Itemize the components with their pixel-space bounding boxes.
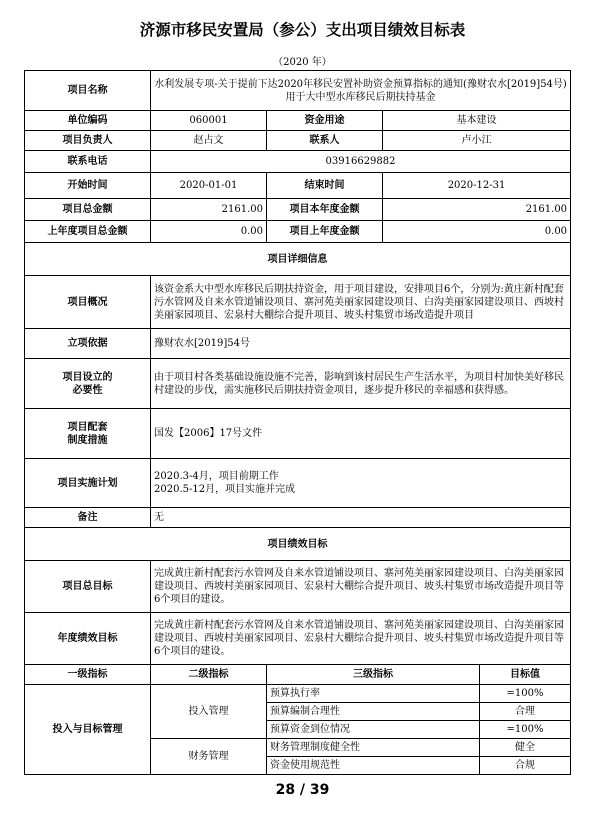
value-level2-finance: 财务管理 <box>151 739 267 775</box>
value-fund-use: 基本建设 <box>383 111 571 131</box>
label-plan: 项目实施计划 <box>25 459 151 508</box>
label-unit-code: 单位编码 <box>25 111 151 131</box>
value-basis: 豫财农水[2019]54号 <box>151 329 571 359</box>
indicator-target: 健全 <box>480 739 571 757</box>
value-phone: 03916629882 <box>151 151 571 173</box>
section-perf-header: 项目绩效目标 <box>25 528 571 561</box>
row-phone <box>25 151 571 173</box>
label-overview: 项目概况 <box>25 276 151 329</box>
performance-table <box>24 70 571 775</box>
indicator-level3: 预算执行率 <box>267 685 480 703</box>
header-level3: 三级指标 <box>267 665 480 685</box>
label-start-date: 开始时间 <box>25 173 151 199</box>
label-end-date: 结束时间 <box>267 173 383 199</box>
row-manager <box>25 131 571 151</box>
value-remarks: 无 <box>151 508 571 528</box>
section-detail-header: 项目详细信息 <box>25 243 571 276</box>
indicator-level3: 资金使用规范性 <box>267 757 480 775</box>
row-amounts <box>25 199 571 221</box>
value-annual-target: 完成黄庄新村配套污水管网及自来水管道铺设项目、寨河苑美丽家园建设项目、白沟美丽家园建设项目、西坡村美丽家园项目、宏泉村大棚综合提升项目、坡头村集贸市场改造提升项目等6个项目的建设。 <box>151 613 571 665</box>
indicator-target: 合理 <box>480 703 571 721</box>
row-project-name <box>25 71 571 111</box>
indicator-row <box>25 685 571 703</box>
label-fund-use: 资金用途 <box>267 111 383 131</box>
row-remarks <box>25 508 571 528</box>
row-annual-target <box>25 613 571 665</box>
label-project-name: 项目名称 <box>25 71 151 111</box>
label-manager: 项目负责人 <box>25 131 151 151</box>
value-level2-input: 投入管理 <box>151 685 267 739</box>
label-remarks: 备注 <box>25 508 151 528</box>
label-prev-year-amount: 项目上年度金额 <box>267 221 383 243</box>
label-prev-year-total: 上年度项目总金额 <box>25 221 151 243</box>
page-indicator: 28 / 39 <box>275 782 330 798</box>
plan-line-2: 2020.5-12月，项目实施并完成 <box>154 484 296 495</box>
value-measures: 国发【2006】17号文件 <box>151 409 571 459</box>
indicator-target: =100% <box>480 721 571 739</box>
value-overview: 该资金系大中型水库移民后期扶持资金，用于项目建设，安排项目6个，分别为:黄庄新村配套污水管网及自来水管道铺设项目、寨河苑美丽家园建设项目、白沟美丽家园建设项目、西坡村美丽家园项目、宏泉村大棚综合提升项目、坡头村集贸市场改造提升项目 <box>151 276 571 329</box>
value-project-name: 水利发展专项-关于提前下达2020年移民安置补助资金预算指标的通知(豫财农水[2019]54号)用于大中型水库移民后期扶持基金 <box>151 71 571 111</box>
row-measures <box>25 409 571 459</box>
label-current-year-amount: 项目本年度金额 <box>267 199 383 221</box>
value-start-date: 2020-01-01 <box>151 173 267 199</box>
indicator-target: =100% <box>480 685 571 703</box>
value-total-amount: 2161.00 <box>151 199 267 221</box>
value-unit-code: 060001 <box>151 111 267 131</box>
value-prev-year-total: 0.00 <box>151 221 267 243</box>
plan-line-1: 2020.3-4月，项目前期工作 <box>154 471 279 482</box>
row-necessity <box>25 359 571 409</box>
row-plan <box>25 459 571 508</box>
value-manager: 赵占文 <box>151 131 267 151</box>
indicator-level3: 预算资金到位情况 <box>267 721 480 739</box>
row-basis <box>25 329 571 359</box>
label-annual-target: 年度绩效目标 <box>25 613 151 665</box>
header-level1: 一级指标 <box>25 665 151 685</box>
header-level2: 二级指标 <box>151 665 267 685</box>
label-necessity: 项目设立的 必要性 <box>25 359 151 409</box>
header-target-value: 目标值 <box>480 665 571 685</box>
label-phone: 联系电话 <box>25 151 151 173</box>
row-overall-target <box>25 561 571 613</box>
row-prev-amounts <box>25 221 571 243</box>
document-year: （2020 年） <box>273 57 332 68</box>
value-necessity: 由于项目村各类基础设施设施不完善，影响到该村居民生产生活水平，为项目村加快美好移民村建设的步伐，需实施移民后期扶持资金项目，逐步提升移民的幸福感和获得感。 <box>151 359 571 409</box>
value-level1: 投入与目标管理 <box>25 685 151 775</box>
row-overview <box>25 276 571 329</box>
indicator-target: 合规 <box>480 757 571 775</box>
label-measures: 项目配套 制度措施 <box>25 409 151 459</box>
label-contact: 联系人 <box>267 131 383 151</box>
label-basis: 立项依据 <box>25 329 151 359</box>
indicator-level3: 预算编制合理性 <box>267 703 480 721</box>
row-detail-header <box>25 243 571 276</box>
document-title: 济源市移民安置局（参公）支出项目绩效目标表 <box>139 21 466 39</box>
value-prev-year-amount: 0.00 <box>383 221 571 243</box>
row-dates <box>25 173 571 199</box>
value-plan <box>151 459 571 508</box>
value-end-date: 2020-12-31 <box>383 173 571 199</box>
label-overall-target: 项目总目标 <box>25 561 151 613</box>
value-current-year-amount: 2161.00 <box>383 199 571 221</box>
value-contact: 卢小江 <box>383 131 571 151</box>
label-total-amount: 项目总金额 <box>25 199 151 221</box>
value-overall-target: 完成黄庄新村配套污水管网及自来水管道铺设项目、寨河苑美丽家园建设项目、白沟美丽家园建设项目、西坡村美丽家园项目、宏泉村大棚综合提升项目、坡头村集贸市场改造提升项目等6个项目的建设。 <box>151 561 571 613</box>
row-indicator-header <box>25 665 571 685</box>
row-perf-header <box>25 528 571 561</box>
indicator-level3: 财务管理制度健全性 <box>267 739 480 757</box>
row-unit-code <box>25 111 571 131</box>
